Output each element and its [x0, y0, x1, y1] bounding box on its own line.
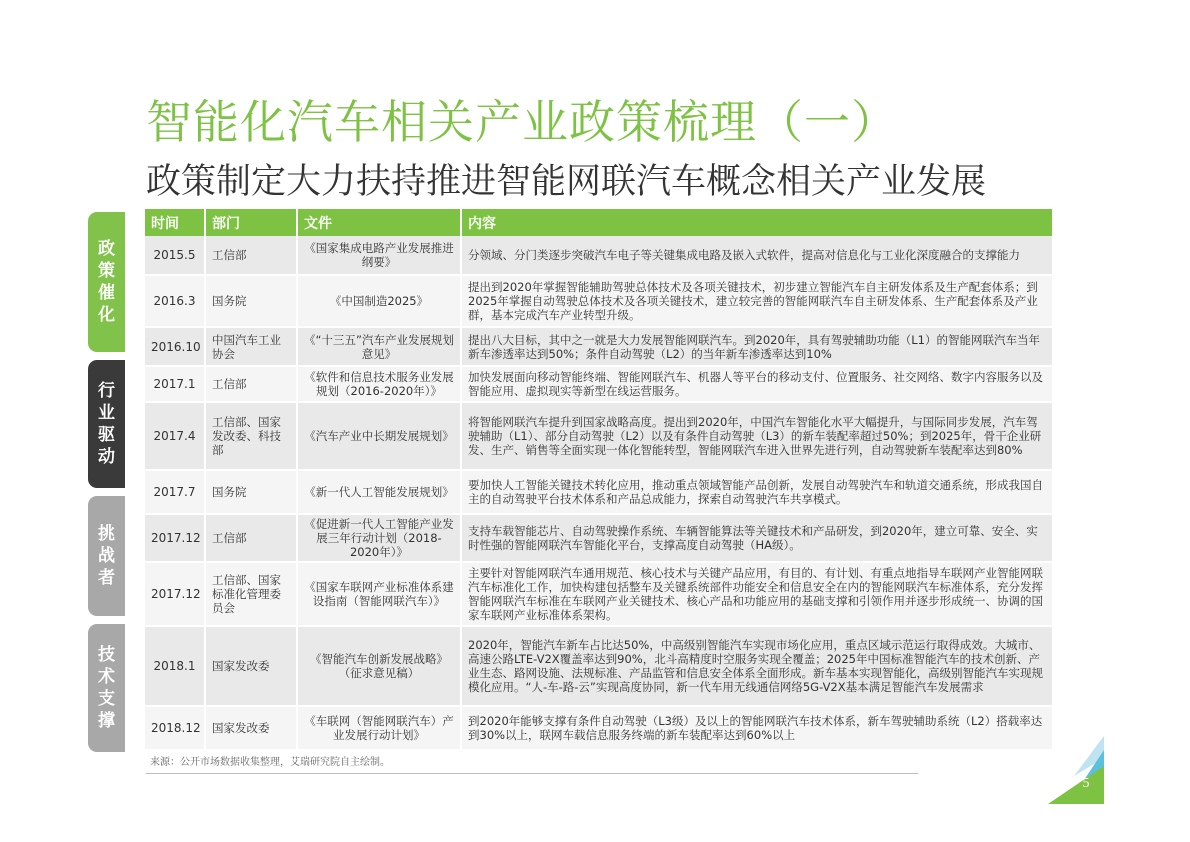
source-note: 来源：公开市场数据收集整理，艾瑞研究院自主绘制。 — [150, 757, 390, 768]
sidebar-tab-policy[interactable] — [88, 212, 125, 352]
cell-document: 《促进新一代人工智能产业发展三年行动计划（2018-2020年）》 — [297, 514, 461, 562]
cell-time: 2017.12 — [145, 514, 205, 562]
cell-department: 国家发改委 — [205, 626, 297, 706]
sidebar-tab-label: 行业驱动 — [98, 381, 115, 467]
header-department: 部门 — [205, 209, 297, 236]
cell-content: 主要针对智能网联汽车通用规范、核心技术与关键产品应用，有目的、有计划、有重点地指导车联网产业智能网联汽车标准化工作，加快构建包括整车及关键系统部件功能安全和信息安全在内的智能网联汽车标准体系，充分发挥智能网联汽车标准在车联网产业关键技术、核心产品和功能应用的基础支撑和引领作用并逐步形成统一、协调的国家车联网产业标准体系架构。 — [461, 562, 1053, 626]
cell-content: 将智能网联汽车提升到国家战略高度。提出到2020年，中国汽车智能化水平大幅提升，与国际同步发展，汽车驾驶辅助（L1）、部分自动驾驶（L2）以及有条件自动驾驶（L3）的新车装配率超过50%；到2025年，骨干企业研发、生产、销售等全面实现一体化智能转型，智能网联汽车进入世界先进行列，自动驾驶新车装配率达到80% — [461, 402, 1053, 470]
cell-content: 提出八大目标，其中之一就是大力发展智能网联汽车。到2020年，具有驾驶辅助功能（L1）的智能网联汽车当年新车渗透率达到50%；条件自动驾驶（L2）的当年新车渗透率达到10% — [461, 327, 1053, 366]
sidebar-tab-challengers[interactable] — [88, 496, 125, 616]
table-row — [145, 514, 1053, 562]
table-row — [145, 327, 1053, 366]
cell-department: 工信部 — [205, 236, 297, 275]
cell-time: 2017.1 — [145, 366, 205, 402]
cell-content: 支持车载智能芯片、自动驾驶操作系统、车辆智能算法等关键技术和产品研发，到2020年，建立可靠、安全、实时性强的智能网联汽车智能化平台，支撑高度自动驾驶（HA级）。 — [461, 514, 1053, 562]
cell-department: 工信部 — [205, 366, 297, 402]
cell-content: 加快发展面向移动智能终端、智能网联汽车、机器人等平台的移动支付、位置服务、社交网络、数字内容服务以及智能应用、虚拟现实等新型在线运营服务。 — [461, 366, 1053, 402]
cell-content: 分领域、分门类逐步突破汽车电子等关键集成电路及嵌入式软件，提高对信息化与工业化深度融合的支撑能力 — [461, 236, 1053, 275]
header-time: 时间 — [145, 209, 205, 236]
cell-document: 《“十三五”汽车产业发展规划意见》 — [297, 327, 461, 366]
sidebar-tab-label: 挑战者 — [98, 524, 115, 588]
table-row — [145, 236, 1053, 275]
cell-document: 《车联网（智能网联汽车）产业发展行动计划》 — [297, 706, 461, 750]
sidebar-tab-industry[interactable] — [88, 360, 125, 488]
sidebar-tab-label: 技术支撑 — [98, 645, 115, 731]
cell-time: 2016.3 — [145, 275, 205, 327]
cell-department: 工信部、国家标准化管理委员会 — [205, 562, 297, 626]
cell-department: 国务院 — [205, 470, 297, 514]
table-header-row — [145, 209, 1053, 236]
cell-document: 《国家集成电路产业发展推进纲要》 — [297, 236, 461, 275]
cell-document: 《汽车产业中长期发展规划》 — [297, 402, 461, 470]
cell-document: 《新一代人工智能发展规划》 — [297, 470, 461, 514]
table-row — [145, 470, 1053, 514]
cell-document: 《智能汽车创新发展战略》（征求意见稿） — [297, 626, 461, 706]
table-row — [145, 366, 1053, 402]
page-subtitle: 政策制定大力扶持推进智能网联汽车概念相关产业发展 — [146, 162, 987, 202]
cell-document: 《软件和信息技术服务业发展规划（2016-2020年）》 — [297, 366, 461, 402]
cell-department: 工信部 — [205, 514, 297, 562]
policy-table — [145, 209, 1054, 751]
cell-time: 2016.10 — [145, 327, 205, 366]
table-row — [145, 275, 1053, 327]
cell-department: 国家发改委 — [205, 706, 297, 750]
cell-department: 国务院 — [205, 275, 297, 327]
header-content: 内容 — [461, 209, 1053, 236]
cell-content: 到2020年能够支撑有条件自动驾驶（L3级）及以上的智能网联汽车技术体系，新车驾驶辅助系统（L2）搭载率达到30%以上，联网车载信息服务终端的新车装配率达到60%以上 — [461, 706, 1053, 750]
table-row — [145, 706, 1053, 750]
section-sidebar — [88, 212, 125, 752]
page-number: 5 — [1082, 776, 1090, 791]
table-row — [145, 402, 1053, 470]
cell-time: 2018.1 — [145, 626, 205, 706]
corner-decoration — [1048, 736, 1104, 804]
cell-content: 提出到2020年掌握智能辅助驾驶总体技术及各项关键技术，初步建立智能汽车自主研发体系及生产配套体系；到2025年掌握自动驾驶总体技术及各项关键技术，建立较完善的智能网联汽车自主研发体系、生产配套体系及产业群，基本完成汽车产业转型升级。 — [461, 275, 1053, 327]
cell-document: 《中国制造2025》 — [297, 275, 461, 327]
sidebar-tab-technology[interactable] — [88, 624, 125, 752]
cell-document: 《国家车联网产业标准体系建设指南（智能网联汽车）》 — [297, 562, 461, 626]
page-title: 智能化汽车相关产业政策梳理（一） — [146, 95, 898, 149]
cell-content: 2020年，智能汽车新车占比达50%，中高级别智能汽车实现市场化应用，重点区域示范运行取得成效。大城市、高速公路LTE-V2X覆盖率达到90%，北斗高精度时空服务实现全覆盖；2025年中国标准智能汽车的技术创新、产业生态、路网设施、法规标准、产品监管和信息安全体系全面形成。新车基本实现智能化，高级别智能汽车实现规模化应用。“人-车-路-云”实现高度协同，新一代车用无线通信网络5G-V2X基本满足智能汽车发展需求 — [461, 626, 1053, 706]
cell-department: 中国汽车工业协会 — [205, 327, 297, 366]
cell-time: 2017.12 — [145, 562, 205, 626]
cell-time: 2018.12 — [145, 706, 205, 750]
sidebar-tab-label: 政策催化 — [98, 239, 115, 325]
cell-time: 2017.4 — [145, 402, 205, 470]
table-row — [145, 562, 1053, 626]
table-row — [145, 626, 1053, 706]
cell-time: 2017.7 — [145, 470, 205, 514]
source-divider — [146, 773, 918, 774]
cell-content: 要加快人工智能关键技术转化应用，推动重点领域智能产品创新，发展自动驾驶汽车和轨道交通系统，形成我国自主的自动驾驶平台技术体系和产品总成能力，探索自动驾驶汽车共享模式。 — [461, 470, 1053, 514]
cell-department: 工信部、国家发改委、科技部 — [205, 402, 297, 470]
cell-time: 2015.5 — [145, 236, 205, 275]
header-document: 文件 — [297, 209, 461, 236]
